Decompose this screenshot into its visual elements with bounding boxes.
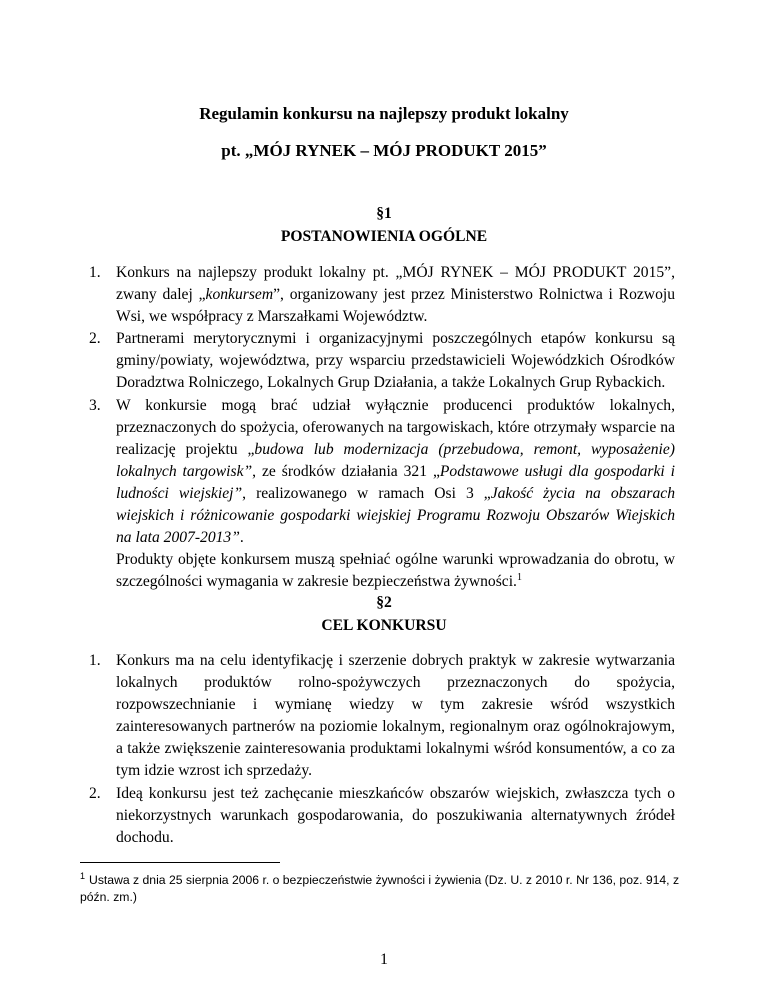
section2-heading: CEL KONKURSU [321,617,447,634]
section1-item-3 [89,395,675,594]
page-number: 1 [380,951,388,968]
list-marker: 3. [89,396,101,414]
section1-item-1-text: Konkurs na najlepszy produkt lokalny pt. „MÓJ RYNEK – MÓJ PRODUKT 2015”, zwany dalej „konkursem”, organizowany jest przez Ministerstwo Rolnictwa i Rozwoju Wsi, we współpracy z Marszałkami Województw. [116,264,675,326]
list-marker: 1. [89,264,101,281]
footnote-reference: 1 [516,572,522,584]
section1-item-3-continuation: Produkty objęte konkursem muszą spełniać ogólne warunki wprowadzania do obrotu, w szczególności wymagania w zakresie bezpieczeństwa żywności.$^1$ [116,551,675,591]
list-marker: 2. [89,784,101,802]
list-marker: 1. [89,652,101,669]
section1-item-2 [89,328,675,394]
footnote-text: Ustawa z dnia 25 sierpnia 2006 r. o bezpieczeństwie żywności i żywienia (Dz. U. z 2010 r. Nr 136, poz. 914, z późn. zm.) [80,873,680,904]
document-title-line2: pt. „MÓJ RYNEK – MÓJ PRODUKT 2015” [221,141,547,160]
section2-item-2 [89,783,675,849]
section2-item-2-text: Ideą konkursu jest też zachęcanie mieszkańców obszarów wiejskich, zwłaszcza tych o niekorzystnych warunkach gospodarowania, do poszukiwania alternatywnych źródeł dochodu. [116,784,675,846]
section2-list [89,650,675,849]
section1-item-3-text: W konkursie mogą brać udział wyłącznie producenci produktów lokalnych, przeznaczonych do spożycia, oferowanych na targowiskach, które otrzymały wsparcie na realizację projektu „budowa lub modernizacja (przebudowa, remont, wyposażenie) lokalnych targowisk”, ze środków działania 321 „Podstawowe usługi dla gospodarki i ludności wiejskiej”, realizowanego w ramach Osi 3 „Jakość życia na obszarach wiejskich i różnicowanie gospodarki wiejskiej Programu Rozwoju Obszarów Wiejskich na lata 2007-2013”. [116,396,675,547]
section2-number: §2 [376,594,392,611]
section1-item-2-text: Partnerami merytorycznymi i organizacyjnymi poszczególnych etapów konkursu są gminy/powiaty, województwa, przy wsparciu przedstawicieli Wojewódzkich Ośrodków Doradztwa Rolniczego, Lokalnych Grup Działania, a także Lokalnych Grup Rybackich. [116,330,675,392]
section1-list [89,262,675,593]
section2-item-1-text: Konkurs ma na celu identyfikację i szerzenie dobrych praktyk w zakresie wytwarzania lokalnych produktów rolno-spożywczych przeznaczonych do spożycia, rozpowszechnianie i wymianę wiedzy w tym zakresie wśród wszystkich zainteresowanych partnerów na poziomie lokalnym, regionalnym oraz ogólnokrajowym, a także zwiększenie zainteresowania produktami lokalnymi wśród konsumentów, a co za tym idzie wzrost ich sprzedaży. [116,652,675,780]
section2-item-1 [89,650,675,783]
section1-heading: POSTANOWIENIA OGÓLNE [280,228,488,245]
section1-item-1 [89,262,675,328]
footnote-marker: 1 [80,871,86,881]
list-marker: 2. [89,330,101,348]
footnote-separator [80,862,280,863]
footnote [80,872,700,906]
document-title-line1: Regulamin konkursu na najlepszy produkt lokalny [199,104,569,123]
section1-number: §1 [376,205,392,222]
